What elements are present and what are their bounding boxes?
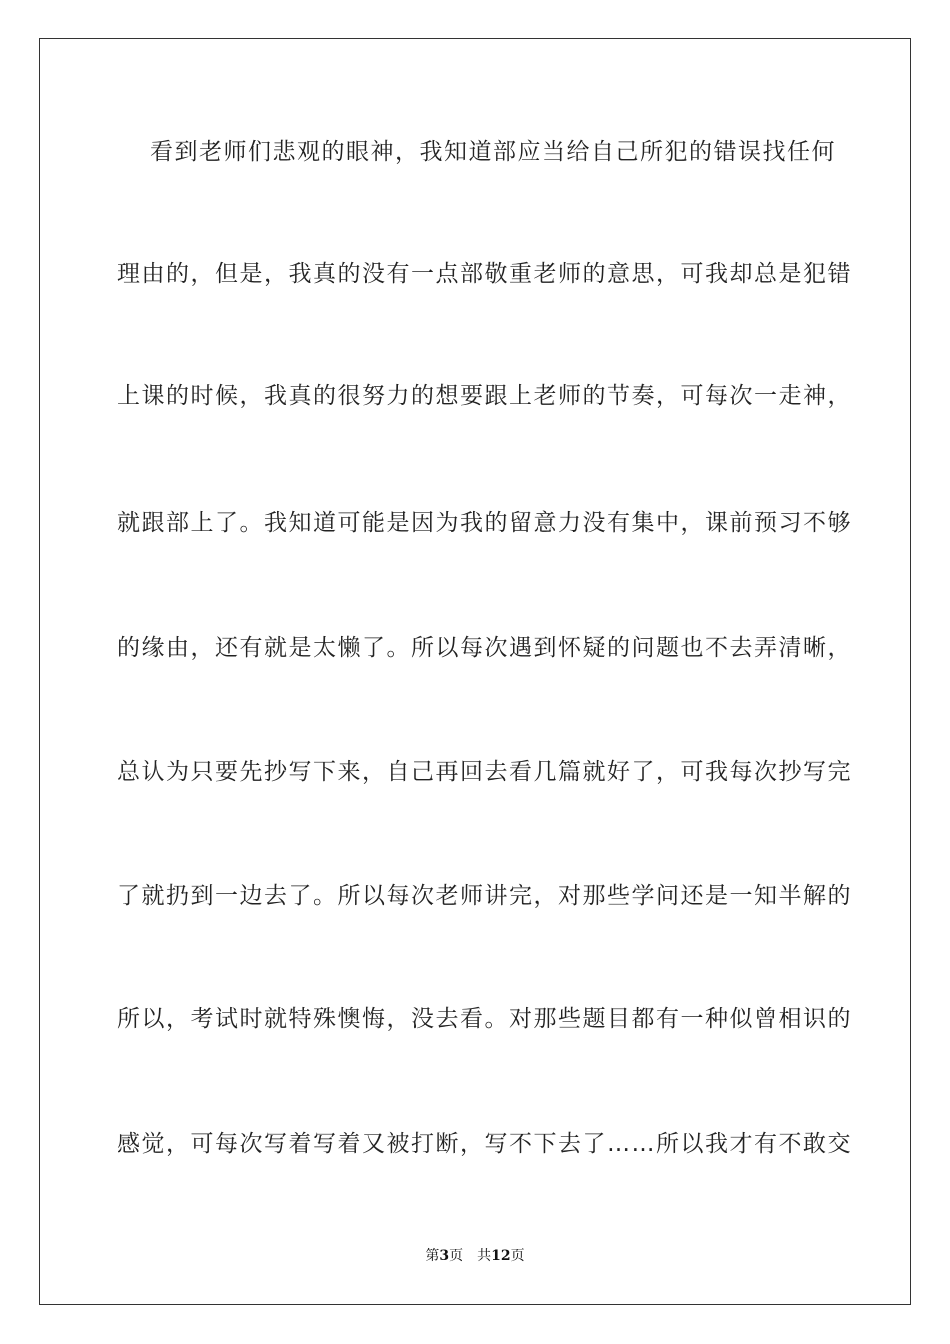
body-text-line-3: 上课的时候，我真的很努力的想要跟上老师的节奏，可每次一走神， [117,383,852,409]
body-text-line-1: 看到老师们悲观的眼神，我知道部应当给自己所犯的错误找任何 [150,139,836,165]
body-text-line-5: 的缘由，还有就是太懒了。所以每次遇到怀疑的问题也不去弄清晰， [117,635,852,661]
page-footer [0,1246,950,1266]
footer-page-number: 3 [439,1248,450,1264]
footer-page-prefix: 第 [425,1248,440,1264]
body-text-line-9: 感觉，可每次写着写着又被打断，写不下去了……所以我才有不敢交 [117,1131,852,1157]
footer-page-suffix: 页 [449,1248,464,1264]
footer-total-prefix: 共 [477,1248,492,1264]
body-text-line-7: 了就扔到一边去了。所以每次老师讲完，对那些学问还是一知半解的 [117,883,852,909]
body-text-line-2: 理由的，但是，我真的没有一点部敬重老师的意思，可我却总是犯错 [117,261,852,287]
body-text-line-6: 总认为只要先抄写下来，自己再回去看几篇就好了，可我每次抄写完 [117,759,852,785]
footer-total-pages: 12 [491,1248,511,1264]
page-border [39,38,911,1305]
body-text-line-4: 就跟部上了。我知道可能是因为我的留意力没有集中，课前预习不够 [117,510,852,536]
body-text-line-8: 所以，考试时就特殊懊悔，没去看。对那些题目都有一种似曾相识的 [117,1006,852,1032]
footer-total-suffix: 页 [510,1248,525,1264]
